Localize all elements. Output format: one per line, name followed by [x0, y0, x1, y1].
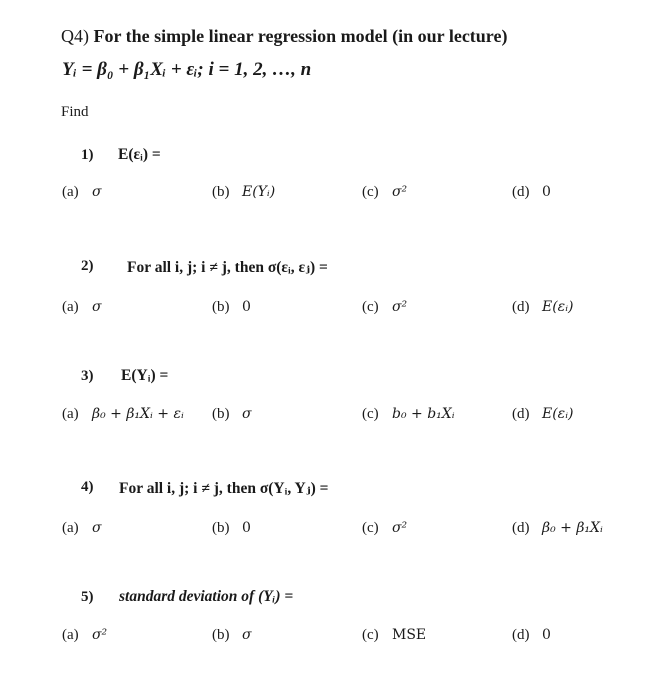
option-label: (a): [62, 184, 79, 200]
q4-option-a[interactable]: [62, 520, 102, 537]
option-label: (b): [212, 406, 230, 422]
option-label: (b): [212, 627, 230, 643]
q2-number: 2): [81, 258, 94, 274]
option-label: (a): [62, 406, 79, 422]
q5-text: standard deviation of (Yᵢ) =: [119, 588, 294, 605]
option-label: (a): [62, 520, 79, 536]
q1-option-a[interactable]: [62, 184, 102, 201]
option-label: (a): [62, 299, 79, 315]
option-label: (b): [212, 520, 230, 536]
option-label: (d): [512, 627, 530, 643]
option-label: (b): [212, 299, 230, 315]
q5-number: 5): [81, 589, 94, 605]
option-value: β₀ + β₁Xᵢ: [542, 520, 603, 536]
option-value: σ²: [392, 184, 408, 200]
q3-option-d[interactable]: [512, 406, 573, 423]
model-equation: Yᵢ = β₀ + β₁Xᵢ + εᵢ; i = 1, 2, …, n: [62, 59, 312, 80]
q3-option-a[interactable]: [62, 406, 184, 423]
question-header: [61, 26, 507, 47]
q4-option-d[interactable]: [512, 520, 603, 537]
q5-option-a[interactable]: [62, 627, 107, 644]
q4-option-c[interactable]: [362, 520, 407, 537]
q2-option-a[interactable]: [62, 299, 102, 316]
option-label: (d): [512, 184, 530, 200]
q5-option-c[interactable]: [362, 627, 426, 644]
q3-option-c[interactable]: [362, 406, 455, 423]
option-value: 0: [242, 520, 251, 536]
option-value: E(εᵢ): [542, 299, 574, 315]
q1-option-b[interactable]: [212, 184, 275, 201]
option-label: (b): [212, 184, 230, 200]
option-value: σ: [92, 520, 102, 536]
option-label: (d): [512, 520, 530, 536]
option-value: β₀ + β₁Xᵢ + εᵢ: [92, 406, 184, 422]
option-value: σ²: [392, 520, 408, 536]
option-label: (c): [362, 406, 379, 422]
q3-number: 3): [81, 368, 94, 384]
option-label: (c): [362, 520, 379, 536]
option-value: σ: [92, 184, 102, 200]
option-value: σ: [92, 299, 102, 315]
option-value: σ²: [392, 299, 408, 315]
find-label: Find: [61, 104, 89, 120]
option-value: σ: [242, 627, 252, 643]
option-value: MSE: [392, 627, 427, 643]
option-value: E(εᵢ): [542, 406, 574, 422]
option-label: (d): [512, 299, 530, 315]
q1-option-d[interactable]: [512, 184, 551, 201]
option-value: σ: [242, 406, 252, 422]
option-value: σ²: [92, 627, 108, 643]
option-value: 0: [542, 627, 551, 643]
option-value: E(Yᵢ): [242, 184, 276, 200]
question-title: For the simple linear regression model (in our lecture): [93, 26, 508, 46]
q1-number: 1): [81, 147, 94, 163]
q1-option-c[interactable]: [362, 184, 407, 201]
option-label: (c): [362, 184, 379, 200]
q2-text: For all i, j; i ≠ j, then σ(εᵢ, εⱼ) =: [127, 259, 328, 276]
option-label: (c): [362, 627, 379, 643]
q4-number: 4): [81, 479, 94, 495]
option-value: 0: [242, 299, 251, 315]
q2-option-b[interactable]: [212, 299, 251, 316]
q1-text: E(εᵢ) =: [118, 146, 161, 163]
q5-option-b[interactable]: [212, 627, 252, 644]
q4-text: For all i, j; i ≠ j, then σ(Yᵢ, Yⱼ) =: [119, 480, 329, 497]
q2-option-c[interactable]: [362, 299, 407, 316]
q4-option-b[interactable]: [212, 520, 251, 537]
question-number: Q4): [61, 26, 89, 46]
option-label: (d): [512, 406, 530, 422]
option-label: (a): [62, 627, 79, 643]
option-value: b₀ + b₁Xᵢ: [392, 406, 455, 422]
option-label: (c): [362, 299, 379, 315]
q3-text: E(Yᵢ) =: [121, 367, 169, 384]
option-value: 0: [542, 184, 551, 200]
q2-option-d[interactable]: [512, 299, 573, 316]
q3-option-b[interactable]: [212, 406, 252, 423]
q5-option-d[interactable]: [512, 627, 551, 644]
